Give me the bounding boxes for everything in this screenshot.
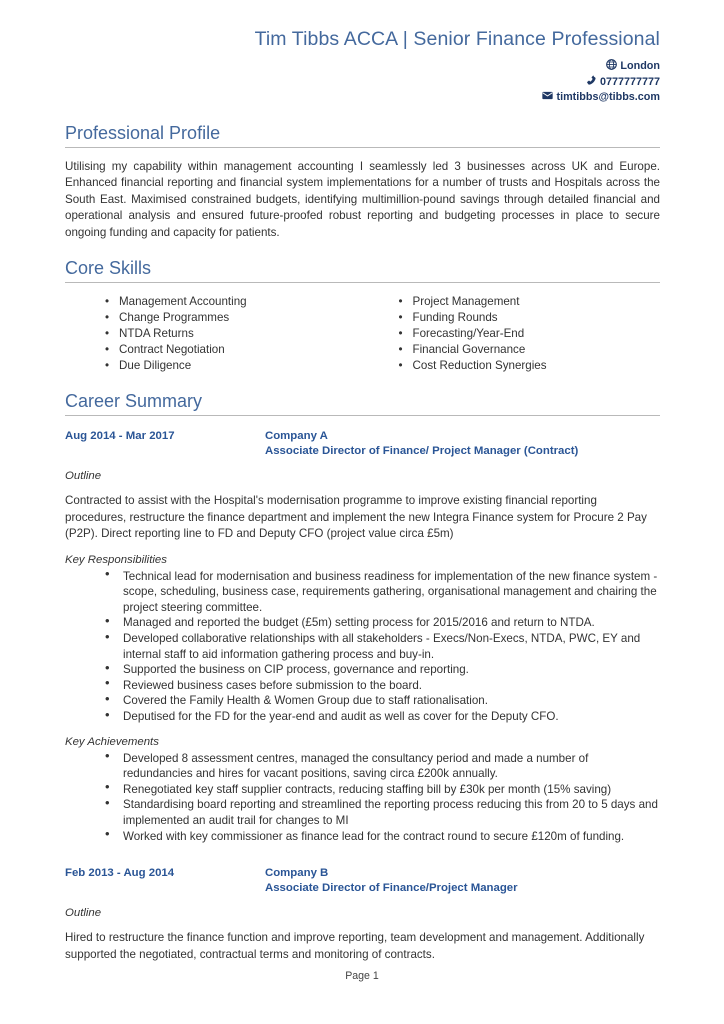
list-item: • Management Accounting	[105, 294, 363, 310]
career-entry-header	[65, 866, 660, 896]
list-item: • Due Diligence	[105, 358, 363, 374]
list-item: • Worked with key commissioner as finance lead for the contract round to secure £120m of funding.	[65, 829, 660, 845]
career-entry-company: Company B	[265, 867, 329, 880]
contact-location-value: London	[620, 60, 660, 72]
list-item: • Financial Governance	[399, 342, 661, 358]
page-title: Tim Tibbs ACCA | Senior Finance Professional	[254, 28, 660, 50]
section-core-skills	[65, 257, 660, 374]
list-item: • Forecasting/Year-End	[399, 326, 661, 342]
list-item: • Covered the Family Health & Women Group due to staff rationalisation.	[65, 693, 660, 709]
outline-label: Outline	[65, 907, 102, 920]
spacer	[65, 844, 660, 853]
list-item: • Cost Reduction Synergies	[399, 358, 661, 374]
career-entry-dates: Feb 2013 - Aug 2014	[65, 867, 175, 880]
section-heading-core-skills: Core Skills	[65, 257, 660, 283]
career-entry-dates: Aug 2014 - Mar 2017	[65, 430, 175, 443]
page-footer: Page 1	[345, 970, 379, 982]
page-content	[65, 0, 660, 963]
core-skills-right-column	[363, 294, 661, 374]
career-entry	[65, 429, 660, 844]
list-item: • NTDA Returns	[105, 326, 363, 342]
list-item: • Technical lead for modernisation and business readiness for implementation of the new finance system - scope, scheduling, business case, requirements gathering, organisational management and chairing the project steering committee.	[65, 569, 660, 616]
list-item: • Project Management	[399, 294, 661, 310]
section-career-summary	[65, 390, 660, 963]
section-heading-career-summary: Career Summary	[65, 390, 660, 416]
list-item: • Standardising board reporting and streamlined the reporting process reducing this from 20 to 5 days and implemented an audit trail for changes to MI	[65, 797, 660, 828]
core-skills-left-column	[65, 294, 363, 374]
outline-label: Outline	[65, 470, 102, 483]
professional-profile-text: Utilising my capability within management accounting I seamlessly led 3 businesses across UK and Europe. Enhanced financial reporting and financial system implementations for a number of trusts and Hospitals across the South East. Maximised constrained budgets, identifying multimillion-pound savings through detailed financial and operational analysis and ensured future-proofed robust reporting and budgeting processes in place to secure ongoing funding and capacity for patients.	[65, 159, 660, 239]
responsibilities-label: Key Responsibilities	[65, 553, 167, 566]
list-item: • Change Programmes	[105, 310, 363, 326]
list-item: • Supported the business on CIP process, governance and reporting.	[65, 662, 660, 678]
contact-email-value: timtibbs@tibbs.com	[556, 91, 660, 103]
contact-phone-value: 0777777777	[599, 75, 660, 88]
outline-text: Contracted to assist with the Hospital's modernisation programme to improve existing financial reporting procedures, restructure the finance department and implement the new Integra Finance system for Procure 2 Pay (P2P). Direct reporting line to FD and Deputy CFO (project value circa £5m)	[65, 494, 647, 541]
contact-location	[65, 59, 660, 75]
contact-details	[65, 59, 660, 106]
core-skills-left-list	[105, 294, 363, 374]
phone-icon	[586, 75, 597, 86]
list-item: • Renegotiated key staff supplier contracts, reducing staffing bill by £30k per month (15% saving)	[65, 782, 660, 798]
list-item: • Developed collaborative relationships with all stakeholders - Execs/Non-Execs, NTDA, PWC, EY and internal staff to aid information gathering process and buy-in.	[65, 631, 660, 662]
career-entry-role: Associate Director of Finance/ Project Manager (Contract)	[265, 445, 579, 458]
core-skills-columns	[65, 294, 660, 374]
list-item: • Funding Rounds	[399, 310, 661, 326]
career-entry-header	[65, 429, 660, 459]
contact-email	[65, 90, 660, 106]
envelope-icon	[542, 90, 553, 101]
career-entry-info	[265, 866, 660, 896]
list-item: • Developed 8 assessment centres, managed the consultancy period and made a number of redundancies and hires for vacant positions, saving circa £200k annually.	[65, 751, 660, 782]
list-item: • Deputised for the FD for the year-end and audit as well as cover for the Deputy CFO.	[65, 709, 660, 725]
career-entry-company: Company A	[265, 430, 328, 443]
career-entry-info	[265, 429, 660, 459]
outline-text: Hired to restructure the finance function and improve reporting, team development and management. Additionally supported the negotiated, contractual terms and monitoring of contracts.	[65, 931, 645, 961]
achievements-list	[65, 751, 660, 845]
core-skills-right-list	[399, 294, 661, 374]
section-heading-professional-profile: Professional Profile	[65, 122, 660, 148]
list-item: • Contract Negotiation	[105, 342, 363, 358]
responsibilities-list	[65, 569, 660, 725]
career-entry-role: Associate Director of Finance/Project Manager	[265, 882, 518, 895]
globe-icon	[606, 59, 617, 70]
achievements-label: Key Achievements	[65, 735, 159, 748]
section-professional-profile	[65, 122, 660, 242]
career-entry	[65, 866, 660, 963]
contact-phone	[65, 75, 660, 91]
list-item: • Reviewed business cases before submission to the board.	[65, 678, 660, 694]
list-item: • Managed and reported the budget (£5m) setting process for 2015/2016 and return to NTDA.	[65, 615, 660, 631]
